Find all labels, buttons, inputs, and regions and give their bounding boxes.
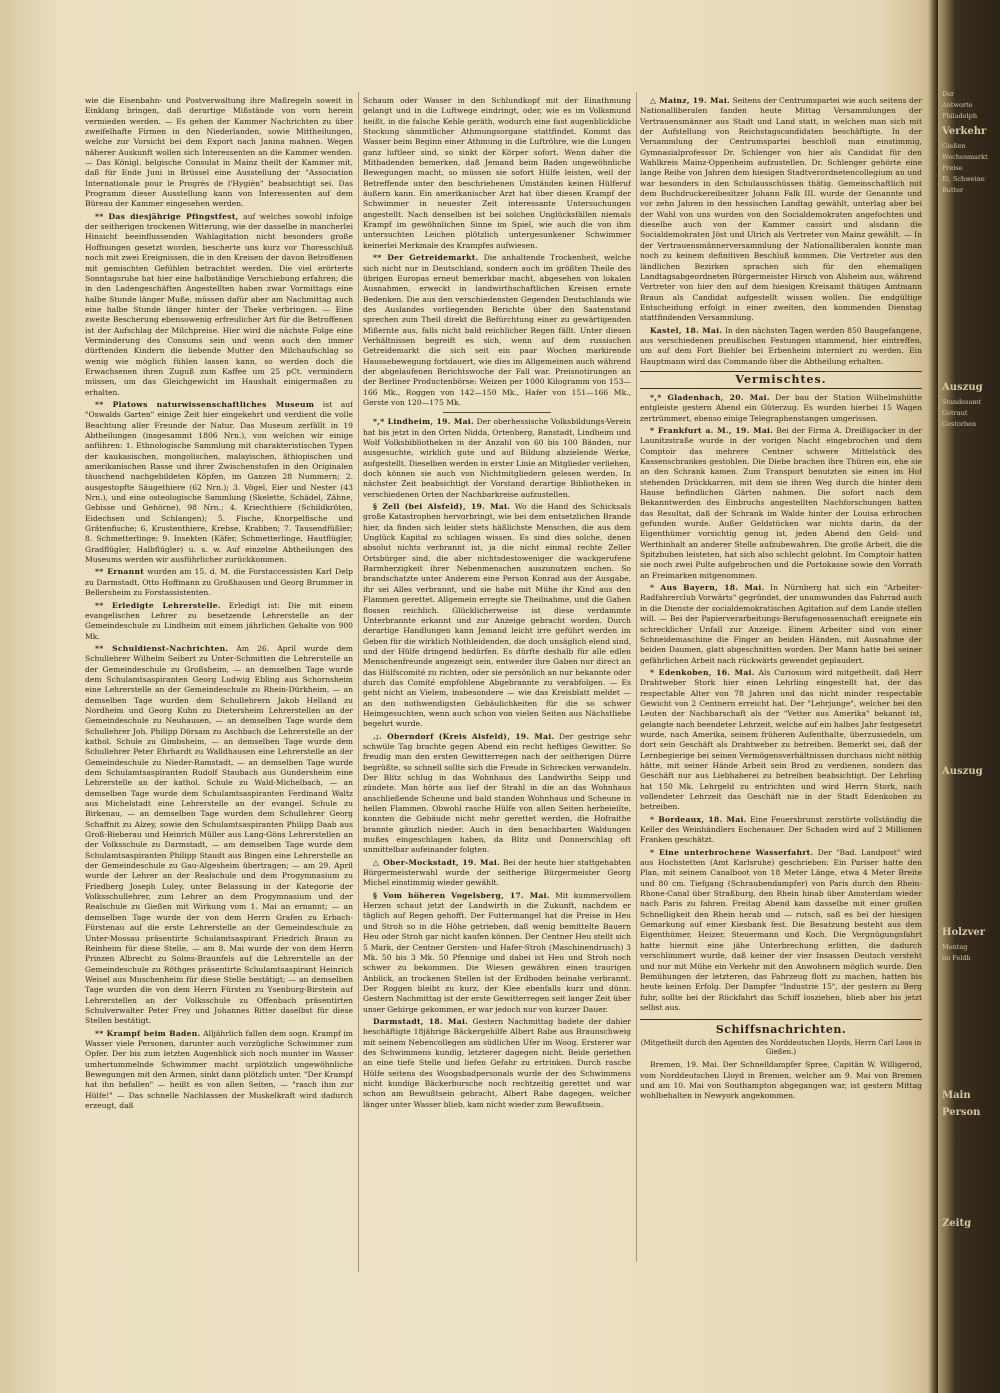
binding-shadow — [928, 0, 938, 1393]
article-text: Schaum oder Wasser in den Schlundkopf mit der Einathmung gelangt und in die Luftwege eindringt, oder, wie es im Volksmund heißt, in die falsche Kehle geräth, wodurch eine fast augenblickliche Stockung sämmtlicher Athmungsorgane stattfindet. Kommt das Wasser beim Beginn einer Athmung in die Luftröhre, wie die Lungen ganz luftleer sind, so sinkt der Körper sofort. Wenn daher die Mitbadenden bemerken, daß Jemand beim Baden ungewöhnliche Bewegungen macht, so müssen sie sofort Hülfe leisten, weil der Betreffende unter den beschriebenen Umständen keinen Hülferuf äußern kann. Ein amerikanischer Arzt hat über diesen Krampf der Schwimmer in neuester Zeit interessante Untersuchungen angestellt. Nach denselben ist bei solchen Unglücksfällen niemals Krampf im gewöhnlichen Sinne im Spiel, wie auch die von ihm untersuchten Leichen plötzlich untergesunkener Schwimmer keinerlei Merkmale des Krampfes aufwiesen. — [363, 96, 631, 250]
strip-line: Wochenmarkt — [942, 153, 988, 161]
strip-heading: Auszug — [942, 382, 983, 393]
article-title: * Edenkoben, 16. Mai. — [650, 667, 755, 677]
section-subheading: (Mitgetheilt durch den Agenten des Norddeutschen Lloyds, Herrn Carl Loos in Gießen.) — [640, 1039, 922, 1057]
article — [363, 891, 631, 1015]
article-title: *,* Gladenbach, 20. Mai. — [650, 392, 770, 402]
strip-heading: Auszug — [942, 766, 983, 777]
article — [363, 1017, 631, 1110]
article — [85, 1029, 353, 1112]
article-text: Seitens der Centrumspartei wie auch seitens der Nationalliberalen fanden heute Mittag Versammlungen der Vertrauensmänner aus Stadt und Land statt, in welchen man sich mit der Aufstellung von Reichstagscandidaten beschäftigte. In der Versammlung der Centrumspartei beschloß man einstimmig, Gymnasialprofessor Dr. Schlenger von hier als Candidat für den Wahlkreis Mainz-Oppenheim aufzustellen. Dr. Schlenger gehörte eine lange Reihe von Jahren dem hiesigen Stadtverordnetencollegium an und war besonders in den Schulausschüssen thätig. Gemeinschaftlich mit dem Buchdruckereibesitzer Johann Falk III. wurde der Genannte und vor zehn Jahren in den hessischen Landtag gewählt, unterlag aber bei der Wahl von uns wurden von den Socialdemokraten angefochten und dieselbe auch von der Kammer cassirt und alsdann die Socialdemokraten Jöst und Ulrich als Vertreter von Mainz gewählt. — In der Vertrauensmännerversammlung der Nationalliberalen konnte man noch zu keinem definitiven Beschluß kommen. Die Vertreter aus den ländlichen Bezirken sprachen sich für den ehemaligen Landtagsabgeordneten Bürgermeister Hirsch von Alsheim aus, während Vertreter von hier den auf dem hiesigen Kreisamt thätigen Amtmann Braun als Candidat aufgestellt wissen wollen. Die endgültige Entscheidung erfolgt in einer zweiten, den kommenden Dienstag stattfindenden Versammlung. — [640, 96, 922, 323]
article-text: Wo die Hand des Schicksals große Katastrophen hervorbringt, wie bei dem entsetzlichen Brande hier, da finden sich leider stets häßlichste Menschen, die aus dem Unglück Kapital zu schlagen wissen. Es sind dies solche, denen absolut nichts verbrannt ist, ja die nicht einmal rechte Zeller Ortsbürger sind, die aber nichtsdestoweniger die wackgerufene Barmherzigkeit ihrer Nebenmenschen auszunutzen suchen. So brandschatzte unter Anderem eine Person Konrad aus der Ausgabe, ihr sei Alles verbrannt, und sie habe mit Mühe ihr Kind aus den Flammen gerettet. Allgemein erregte sie Theilnahme, und die Gaben flossen reichlich. Glücklicherweise ist diese verdammte Unterbrannte erkannt und zur Anzeige gebracht worden. Durch derartige Handlungen kann Jemand leicht irre geführt werden im Geben für die wirklich Nothleidenden, die doch unsäglich elend sind, und der Hülfe dringend bedürfen. Es dürfte deshalb für alle edlen Menschenfreunde angezeigt sein, entweder ihre Gaben nur direct an das Hülfscomité zu richten, oder sie persönlich an nur bekannte oder durch das Comité empfohlene Abgebrannte zu verabfolgen. — Es geht nicht an Vielem, insbesondere — wie das Kreisblatt meldet — an den nothwendigsten Gebäulichkeiten für die so schwer Heimgesuchten, wenn auch schon von vielen Seiten aus Nächstliebe begehrt wurde. — [363, 502, 631, 729]
article-title: § Vom höheren Vogelsberg, 17. Mai. — [373, 890, 550, 900]
strip-line: Der — [942, 90, 955, 98]
article-title: Darmstadt, 18. Mai. — [373, 1016, 469, 1026]
article — [363, 732, 631, 856]
article-title: * Eine unterbrochene Wasserfahrt. — [650, 847, 814, 857]
article — [363, 858, 631, 889]
column-rule — [358, 92, 359, 1272]
strip-line: Philadelph — [942, 112, 978, 120]
article-text: Erledigt ist: Die mit einem evangelischen Lehrer zu besetzende Lehrerstelle an der Gemeindeschule zu Lindheim mit einem jährlichen Gehalte von 900 Mk. — [85, 600, 353, 641]
article-text: Der bau der Station Wilhelmshütte entgleiste gestern Abend ein Güterzug. Es wurden hierbei 15 Wagen zertrümmert, ebenso einige Telegraphenstangen umgerissen. — [640, 392, 922, 423]
article-title: * Bordeaux, 18. Mai. — [650, 814, 747, 824]
strip-line: Gestorben — [942, 420, 977, 428]
section-heading-schiffsnachrichten: Schiffsnachrichten. — [640, 1019, 922, 1037]
article-text: Als Curiosum wird mitgetheilt, daß Herr Drahtweber Stork hier einen Lehrling eingestellt hat, der das respectable Alter von 78 Jahren und das nicht minder respectable Gewicht von 2 Centnern erreicht hat. Der "Lehrjunge", welcher bei den Leuten der Nachbarschaft als der "Vetter aus Amerika" bekannt ist, gelangte nach beendeter Lehrzeit, welche auf ein halbes Jahr festgesetzt wurde, nach Amerika, seinem früheren Aufenthalte, überzusiedeln, um dort sein Geschäft als Drahtweber zu betreiben. Bemerkt sei, daß der Lernbegierige bei seinen Vermögensverhältnissen durchaus nicht nöthig hätte, mit seiner Hände Arbeit sein Brod zu verdienen, sondern das Geschäft nur aus Liebhaberei zu betreiben beabsichtigt. Der Lehrling hat 150 Mk. Lehrgeld zu entrichten und wird Herrn Stork, nach vollendeter Lehrzeit das Geschäft nie in der Stadt Edenkoben zu betreiben. — [640, 667, 922, 812]
strip-line: Gießen — [942, 142, 966, 150]
article — [640, 815, 922, 846]
article-text: In Nürnberg hat sich ein "Arbeiter-Radfahrerclub Vorwärts" gegründet, der unumwunden das Fahrrad auch in die Dienste der socialdemokratischen Agitation auf dem Lande stellen will. — Bei der Papierverarbeitungs-Berufsgenossenschaft ereignete ein schrecklicher Unfall zur Anzeige. Einem Arbeiter sind von einer Schneidemaschine die Finger an beiden Händen, mit Ausnahme der beiden Daumen, glatt abgeschnitten worden. Der Mann hatte bei seiner gefährlichen Arbeit nach rückwärts gewendet geplaudert. — [640, 583, 922, 665]
strip-line: Getraut — [942, 409, 968, 417]
article-text: Der oberhessische Volksbildungs-Verein hat bis jetzt in den Orten Nidda, Ortenberg, Ranstadt, Lindheim und Wolf Volksbibliotheken in der Anzahl von 60 bis 100 Bänden, nur ausgesuchte, wirklich gute und auf Bildung abzielende Werke, aufgestellt. Dieselben werden in erster Linie an Mitglieder verliehen, doch können sie auch von Nichtmitgliedern gelesen werden. In nächster Zeit beabsichtigt der Vorstand derartige Bibliotheken in verschiedenen Orten der Nachbarkreise aufzustellen. — [363, 417, 631, 499]
article — [85, 567, 353, 598]
article — [85, 601, 353, 642]
article-text: Die anhaltende Trockenheit, welche sich nicht nur in Deutschland, sondern auch im größten Theile des übrigen Europas erneut bemerkbar macht, abgesehen von lokalen Ausnahmen, erweckt in landwirthschaftlichen Kreisen ernste Bedenken. Die aus den verschiedensten Gegenden Deutschlands wie des Auslandes vorliegenden Berichte über den Saatenstand sprechen zum Theil direkt die Befürchtung einer zu gewärtigenden Mißernte aus, falls nicht bald reichlicher Regen fällt. Unter diesen Verhältnissen begreift es sich, wenn auf dem russischen Getreidemarkt die sich seit ein paar Wochen markirende Haussebewegung fortdauert, wie dies im Allgemeinen auch während der abgelaufenen Berichtswoche der Fall war. Preisnotirungen an der Berliner Productenbörse: Weizen per 1000 Kilogramm von 153—166 Mk., Roggen von 142—150 Mk., Hafer von 151—166 Mk., Gerste von 120—175 Mk. — [363, 253, 631, 407]
article-text: In den nächsten Tagen werden 850 Baugefangene, aus verschiedenen preußischen Festungen stammend, hier eintreffen, um auf dem Fort Biehler bei Erbenheim interniert zu werden. Ein Hauptmann wird das Commando über die Abtheilung erhalten. — [640, 325, 922, 366]
column-1 — [85, 96, 353, 1366]
article-title: ** Ernannt — [95, 567, 145, 577]
article-text: Mit kummervollem Herzen schaut jetzt der Landwirth in die Zukunft, nachdem er täglich auf Regen gehofft. Der Futtermangel hat die Preise in Heu und Stroh so in die Höhe getrieben, daß wenig bemittelte Bauern Heu oder Stroh gar nicht kaufen können. Der Centner Heu stellt sich 5 Mark, der Centner Gersten- und Hafer-Stroh (Maschinendrusch) 3 Mk. 50 bis 3 Mk. 50 Pfennige und dabei ist Heu und Stroh noch schwer zu bekommen. Die Wiesen gewähren einen traurigen Anblick, an trockenen Stellen ist der Erdboden beinahe verbrannt. Der Roggen bleibt zu kurz, der Klee ebenfalls kurz und dünn. Gestern Nachmittag ist der erste Gewitterregen seit langer Zeit über unser Gebirge gekommen, er war jedoch nur von kurzer Dauer. — [363, 890, 631, 1014]
article-title: § Zell (bei Alsfeld), 19. Mai. — [373, 502, 511, 512]
article-title: ** Platows naturwissenschaftliches Museum — [95, 399, 315, 409]
article — [85, 400, 353, 566]
article-title: Kastel, 18. Mai. — [650, 325, 723, 335]
strip-heading: Verkehr — [942, 126, 987, 137]
article-title: ** Das diesjährige Pfingstfest, — [95, 211, 239, 221]
article-text: ist auf "Oswalds Garten" einige Zeit hier eingekehrt und verdient die volle Beachtung aller Freunde der Natur. Das Museum zerfällt in 19 Abtheilungen (insgesammt 1806 Nrn.), von welchen wir einige anführen: 1. Ethnologische Sammlung mit charakteristischen Typen der kaukasischen, mongolischen, malayischen, äthiopischen und amerikanischen Rasse und ihrer Zwischenstufen in den Originalen täuschend nachgebildeten Köpfen, im Ganzen 28 Nummern; 2. ausgestopfte Säugethiere (62 Nrn.); 3. Vögel, Eier und Nester (43 Nrn.), und eine osteologische Sammlung (Skelette, Schädel, Zähne, Gebisse und Gehörne), 98 Nrn.; 4. Kriechthiere (Schildkröten, Eidechsen und Schlangen); 5. Fische, Knorpelfische und Grätenfische; 6. Krustenthiere, Krebse, Krabben; 7. Tausendfüßler; 8. Schmetterlinge; 9. Insekten (Käfer, Schmetterlinge, Hautflügler, Gradflügler, Halbflügler) u. s. w. Auf einzelne Abtheilungen des Museums werden wir ausführlicher zurückkommen. — [85, 399, 353, 565]
article-title: △ Ober-Mockstadt, 19. Mai. — [373, 857, 501, 867]
article-title: ** Krampf beim Baden. — [95, 1028, 201, 1038]
article — [640, 393, 922, 424]
article — [363, 417, 631, 500]
article-text: Alljährlich fallen dem sogn. Krampf im Wasser viele Personen, darunter auch vorzügliche Schwimmer zum Opfer. Der bis zum letzten Augenblick sich noch munter im Wasser umhertummelnde Schwimmer macht urplötzlich ungewöhnliche Bewegungen mit den Armen, sinkt dann plötzlich unter. "Der Krampf hat ihn befallen" — heißt es von allen Seiten, — "rasch ihm zur Hülfe!" — Das schnelle Nachlassen der Muskelkraft wird dadurch erzeugt, daß — [85, 1028, 353, 1110]
article-text: wie die Eisenbahn- und Postverwaltung ihre Maßregeln soweit in Einklang bringen, daß derartige Mißstände von vorn herein vermieden werden. — Es gehen der Kammer Nachrichten zu über zweifelhafte Firmen in den Niederlanden, sowie Mittheilungen, welche zur Vorsicht bei dem Export nach Janina mahnen. Wegen näherer Auskunft wollen sich Interessenten an die Kammer wenden. — Das Königl. belgische Consulat in Mainz theilt der Kammer mit, daß für Ende Juni in Brüssel eine Ausstellung der "Association Internationale pour le Progrès de l'Hygièn" beabsichtigt sei. Das Programm dieser Ausstellung kann von Interessenten auf dem Büreau der Kammer eingesehen werden. — [85, 96, 353, 209]
article — [85, 212, 353, 398]
article-text: wurden am 15. d. M. die Forstaccessisten Karl Delp zu Darmstadt, Otto Hoffmann zu Großhausen und Georg Brummer in Bellersheim zu Forstassistenten. — [85, 567, 353, 598]
strip-heading: Main — [942, 1090, 971, 1101]
article-title: ** Erledigte Lehrerstelle. — [95, 600, 221, 610]
section-heading-vermischtes: Vermischtes. — [640, 371, 922, 389]
strip-line: Antworte — [942, 101, 973, 109]
article-text: Der "Bad. Landpost" wird aus Hochstetten (Amt Karlsruhe) geschrieben: Ein Pariser hatte den Plan, mit seinem Canalboot von 18 Meter Länge, etwa 4 Meter Breite und 80 cm. Tiefgang (Schraubendampfer) von Paris durch den Rhein-Rhone-Canal über Straßburg, den Rhein hinab über Amsterdam wieder nach Paris zu fahren. Freitag Abend kam dasselbe mit einer großen Schnelligkeit den Rhein herab und — rutsch, saß es bei der hiesigen Gemarkung auf einer Kiesbank fest. Die Besatzung besteht aus dem Eigenthümer, Heizer, Steuermann und Koch. Die Vergnügungsfahrt hatte hiermit eine jähe Unterbrechung erlitten, die dadurch verschlimmert wurde, daß keiner der vier Insassen Deutsch versteht und nur mit Mühe ein Verkehr mit den Anwohnern möglich wurde. Den Bemühungen der letzteren, das Fahrzeug flott zu machen, hatten bis heute keinen Erfolg. Der Dampfer "Industrie 15", der gestern zu Berg fuhr, sollte bei der Rückfahrt das Schiff losziehen, blieb aber bis jetzt selbst aus. — [640, 847, 922, 1012]
article — [640, 326, 922, 367]
article-title: * Frankfurt a. M., 19. Mai. — [650, 425, 774, 435]
strip-line: Butter — [942, 186, 964, 194]
article-text: Bei der heute hier stattgehabten Bürgermeisterwahl wurde der seitherige Bürgermeister Georg Michel einstimmig wieder gewählt. — [363, 857, 631, 888]
article — [640, 668, 922, 813]
article-title: △ Mainz, 19. Mai. — [650, 96, 731, 105]
article-text: Bei der Firma A. Dreißigacker in der Launitzstraße wurde in der vorigen Nacht eingebrochen und dem Comptoir das mehrere Centner schwere Mittelstück des Kassenschrankes gestohlen. Die Diebe brachen ihre Thüren ein, ehe sie an den Schrank kamen. Zum Transport benutzten sie einen im Hof stehenden Drückkarren, mit dem sie ihren Weg durch die hinter dem Hause befindlichen Gärten nahmen. Die sofort nach dem Bekanntwerden des Einbruchs angestellten Nachforschungen hatten das Resultat, daß der Schrank im Walde hinter der Louisa erbrochen gefunden wurde. Außer Geldstücken war nichts darin, da der Eigenthümer vorsichtig genug ist, jeden Abend den Geld- und Werthinhalt an anderer Stelle aufzubewahren. Die große Arbeit, die die Spitzbuben leisteten, hat sich also schlecht gelohnt. Im Comptoir hatten sie noch zwei Pulte aufgebrochen und die Portokasse sowie den Vorrath an Freimarken mitgenommen. — [640, 425, 922, 580]
article-title: ** Schuldienst-Nachrichten. — [95, 643, 229, 653]
article-text: auf welches sowohl infolge der seitherigen trockenen Witterung, wie der dasselbe in mancherlei Hinsicht beeinflussenden Wahlagitation nicht besonders große Hoffnungen gesetzt worden, bescherte uns kurz vor Thoresschluß noch mit zwei Ereignissen, die in den Kreisen der davon Betroffenen mit gemischten Gefühlen betrachtet werden. Die viel erörterte Sonntagsruhe hat hier eine halbständige Verschiebung erfahren; die in den Ladengeschäften Angestellten haben zwar Vormittags eine halbe Stunde länger Muße, müssen dafür aber am Nachmittag auch eine halbe Stunde länger hinter der Theke verbringen. — Eine zweite Bescherung ebensowenig erfreulicher Art für die Betroffenen ist der Aufschlag der Milchpreise. Hier wird die nächste Folge eine Verminderung des Consums sein und wenn auch den immer dürftenden Kindern die liebende Mutter den Milchaufschlag so wenig wie möglich fühlen lassen kann, so werden doch die Erwachsenen ihren Zuguß zum Kaffee um 25 pCt. vermindern müssen, um das Gleichgewicht im Haushalt einigermaßen zu erhalten. — [85, 211, 353, 397]
article-title: .;. Oberndorf (Kreis Alsfeld), 19. Mai. — [373, 731, 555, 741]
article — [640, 426, 922, 581]
article-text: Eine Feuersbrunst zerstörte vollständig die Keller des Weinhändlers Eschenauer. Der Schaden wird auf 2 Millionen Franken geschätzt. — [640, 814, 922, 845]
article-text: Der gestrige sehr schwüle Tag brachte gegen Abend ein recht heftiges Gewitter. So freudig man den ersten Gewitterregen nach der seitherigen Dürre begrüßte, so schnell sollte sich die Freude in Schrecken verwandeln. Der Blitz schlug in das Wohnhaus des Landwirths Seipp und zündete. Man hörte aus lief der Strahl in die an das Wohnhaus anschließende Scheune und bald standen Wohnhaus und Scheune in hellen Flammen. Obwohl rasche Hülfe von allen Seiten herbeieilte, konnten die Gebäude nicht mehr gerettet werden, die Hofraithe brannte gänzlich nieder. Auch in den benachbarten Waldungen mußes eingeschlagen haben, da Blitz und Donnerschlag oft unmittelbar aufeinander folgten. — [363, 731, 631, 855]
column-rule — [636, 92, 637, 1262]
article — [640, 848, 922, 1014]
article-title: ** Der Getreidemarkt. — [373, 253, 479, 263]
article — [640, 96, 922, 324]
adjacent-page-strip — [942, 90, 1000, 1350]
divider — [443, 412, 550, 413]
article — [85, 644, 353, 1027]
article-title: *,* Lindheim, 19. Mai. — [373, 417, 474, 427]
strip-line: Standesamt — [942, 398, 982, 406]
strip-line: im Feldh — [942, 954, 971, 962]
article-text: Am 26. April wurde dem Schullehrer Wilhelm Seibert zu Unter-Schmitten die Lehrerstelle an der Gemeindeschule zu Großsheim, — an demselben Tage wurde dem Schulamtsaspiranten Georg Ludwig Ebling aus Schornsheim eine Lehrerstelle an der Gemeindeschule zu Rhein-Dürkheim, — an demselben Tage wurden dem Schullehrern Jakob Helland zu Nordheim und Georg Kuhn zu Dietersheim Lehrerstellen an der Gemeindeschule zu Neuhausen, — an demselben Tage wurde dem Schullehrer Joh. Philipp Dörsam zu Aschbach die Lehrerstelle an der kathol. Schule zu Gimbsheim, — an demselben Tage wurde dem Schullehrer Peter Ehrhardt zu Walldhausen eine Lehrerstelle an der Gemeindeschule zu Nieder-Ramstadt, — an demselben Tage wurde dem Schulamtsaspiranten Rudolf Staubach aus Gundersheim eine Lehrerstelle an der kathol. Schule zu Wald-Michelbach, — an demselben Tage wurde dem Schulamtsaspiranten Ferdinand Waltz aus Michelstadt eine Lehrerstelle an der evangel. Schule zu Birkenau, — an demselben Tage wurden dem Schullehrer Georg Schaffnit zu Alzey, sowie den Schulamtsaspiranten Philipp Daab aus Groß-Bieberau und Heinrich Müller aus Lang-Göns Lehrerstellen an der Volksschule zu Darmstadt, — am demselben Tage wurde dem Schulamtsaspiranten Philipp Staudt aus Bingen eine Lehrerstelle an der Gemeindeschule zu Gau-Algesheim übertragen; — am 29. April wurde der Lehrer an der Realschule und dem Progymnasium zu Friedberg Joseph Luley, unter Belassung in der Kategorie der Volksschullehrer, zum Lehrer an dem Progymnasium und der Realschule zu Gießen mit Wirkung vom 1. Mai an ernannt; — an demselben Tage wurde der von dem Herrn Grafen zu Erbach-Fürstenau auf die erste Lehrerstelle an der Gemeindeschule zu Unter-Mossau präsentirte Schulamtsaspirant Friedrich Braun zu Reinheim für diese Stelle, — am 8. Mai wurde der von dem Herrn Prinzen Albrecht zu Solms-Braunfels auf die Lehrerstelle an der Gemeindeschule zu Röthges präsentirte Schulamtsaspirant Heinrich Weisel aus Muschenheim für diese Stelle bestätigt; — an demselben Tage wurden die von dem Herrn Fürsten zu Ysenburg-Birstein auf Lehrerstellen an der Volksschule zu Offenbach präsentirten Schulverwalter Peter Frey und Johannes Ritter daselbst für diese Stellen bestätigt. — [85, 643, 353, 1026]
strip-line: Ei, Schweine — [942, 175, 985, 183]
column-2 — [363, 96, 631, 1246]
article-text: Gestern Nachmittag badete der dahier beschäftigte 18jährige Bäckergehilfe Albert Rabe aus Braunschweig mit seinem Nebencollegen am südlichen Ufer im Woog. Ersterer war des Schwimmens kundig, letzterer dagegen nicht. Beide geriethen an eine tiefe Stelle und liefen Gefahr zu ertrinken. Durch rasche Hülfe seitens des Woogsbadpersonals wurde der des Schwimmens nicht kundige Bäckerbursche noch rechtzeitig gerettet und war schon am Bewußtsein gebracht, Albert Rabe dagegen, welcher länger unter Wasser blieb, kam nicht wieder zum Bewußtsein. — [363, 1016, 631, 1109]
article — [363, 253, 631, 408]
strip-heading: Person — [942, 1107, 981, 1118]
article-title: * Aus Bayern, 18. Mai. — [650, 583, 765, 593]
strip-heading: Holzver — [942, 927, 986, 938]
strip-line: Montag — [942, 943, 968, 951]
article — [640, 583, 922, 666]
strip-heading: Zeitg — [942, 1218, 972, 1229]
strip-line: Preise — [942, 164, 963, 172]
column-3 — [640, 96, 922, 1226]
article — [363, 502, 631, 730]
article-text: Bremen, 19. Mai. Der Schnelldampfer Spree, Capitän W. Willigerod, vom Norddeutschen Lloyd in Bremen, welcher am 9. Mai von Bremen und am 10. Mai von Southampton abgegangen war, ist gestern Mittag wohlbehalten in Newyork angekommen. — [640, 1060, 922, 1101]
